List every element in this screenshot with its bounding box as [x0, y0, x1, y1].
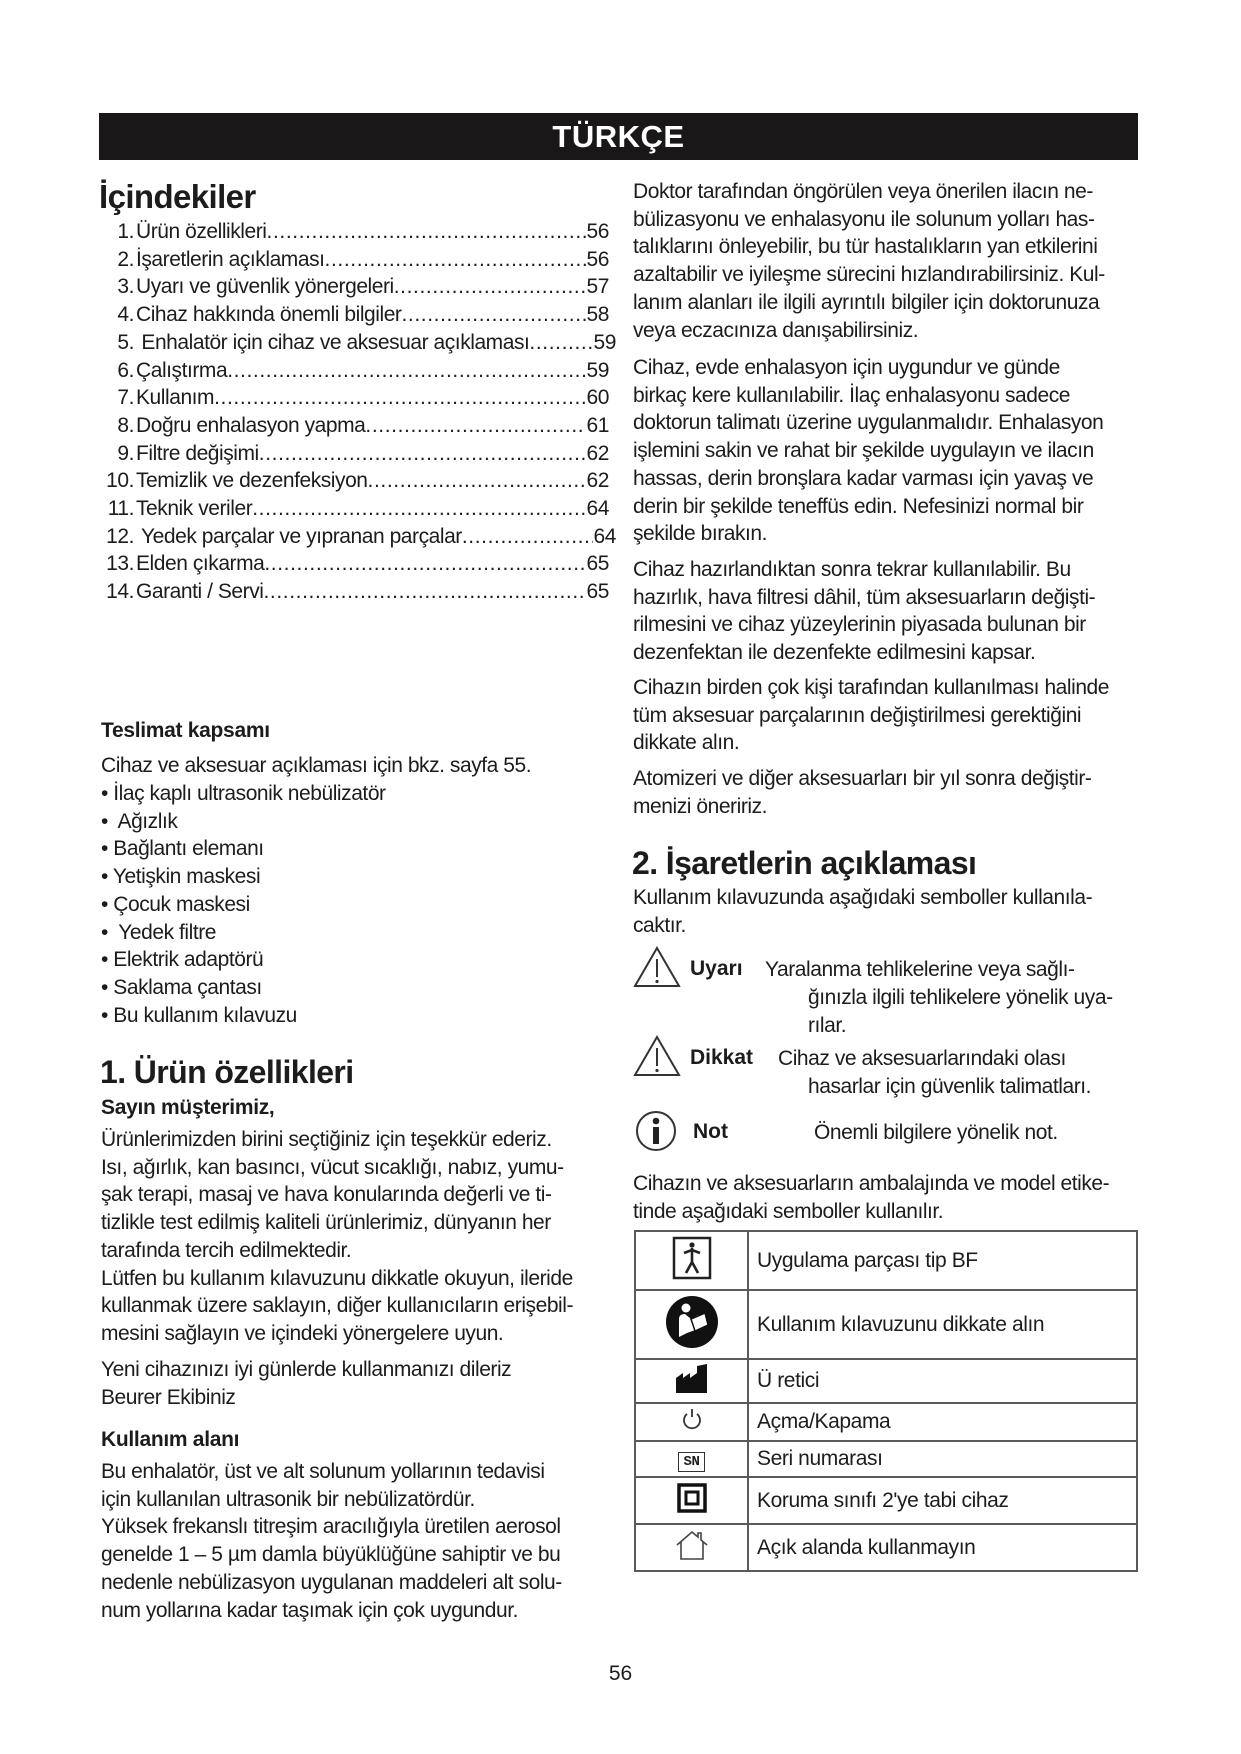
- warning-triangle-icon: [633, 945, 681, 989]
- symbol-label: Açma/Kapama: [748, 1403, 1137, 1441]
- page-number: 56: [608, 1662, 633, 1685]
- toc-item-number: 12.: [106, 524, 134, 548]
- table-row: [635, 1477, 1137, 1524]
- indoor-use-only-icon: [674, 1529, 710, 1561]
- toc-dot-leader: [227, 357, 585, 385]
- list-item: • Bağlantı elemanı: [101, 837, 264, 861]
- signal-label: Uyarı: [690, 957, 743, 980]
- symbol-label: Ü retici: [748, 1359, 1137, 1403]
- toc-item-page: 64: [586, 497, 609, 521]
- toc-item-number: 11.: [107, 497, 134, 521]
- table-row: [635, 1524, 1137, 1571]
- toc-item-label: Garanti / Servi: [136, 580, 264, 604]
- list-item: • Ağızlık: [101, 809, 178, 833]
- toc-item-number: 7.: [117, 386, 134, 410]
- toc-item-page: 59: [586, 358, 609, 382]
- toc-dot-leader: [462, 523, 593, 551]
- toc-item[interactable]: [101, 523, 616, 551]
- toc-item-label: Ürün özellikleri: [136, 220, 267, 243]
- list-item: • Yetişkin maskesi: [101, 865, 261, 889]
- toc-dot-leader: [325, 246, 586, 274]
- signal-text: Yaralanma tehlikelerine veya sağlı-: [765, 958, 1075, 981]
- toc-dot-leader: [365, 412, 585, 440]
- toc-item-label: Temizlik ve dezenfeksiyon: [136, 469, 368, 493]
- signal-text-cont: ğınızla ilgili tehlikelere yönelik uya- rılar.: [808, 986, 1113, 1037]
- toc-item-label: Yedek parçalar ve yıpranan parçalar: [136, 524, 462, 548]
- toc-item[interactable]: [101, 412, 609, 440]
- toc-item-number: 3.: [117, 275, 134, 299]
- toc-item-label: Filtre değişimi: [136, 441, 259, 465]
- signal-text: Önemli bilgilere yönelik not.: [814, 1121, 1058, 1144]
- toc-title: İçindekiler: [99, 178, 256, 215]
- toc-item-label: Uyarı ve güvenlik yönergeleri: [136, 275, 394, 299]
- toc-item-label: Elden çıkarma: [136, 552, 265, 576]
- table-row: [635, 1290, 1137, 1359]
- language-header: TÜRKÇE: [99, 113, 1138, 160]
- right-paragraph-1: Doktor tarafından öngörülen veya önerilen ilacın ne- bülizasyonu ve enhalasyonu ile solunum yolları has- talıklarını önleyebilir, bu tür hastalıkların yan etkilerini azaltabilir ve iyileşme sürecini hızlandırabilirsiniz. Kul- lanım alanları ile ilgili ayrıntılı bilgiler için doktorunuza veya eczacınıza danışabilirsiniz.: [633, 180, 1105, 342]
- toc-item[interactable]: [101, 440, 609, 468]
- table-row: [635, 1441, 1137, 1477]
- section2-intro: Kullanım kılavuzunda aşağıdaki semboller kullanıla- caktır.: [633, 886, 1093, 937]
- toc-item[interactable]: [101, 467, 609, 495]
- signal-label: Not: [693, 1120, 728, 1143]
- right-paragraph-4: Cihazın birden çok kişi tarafından kullanılması halinde tüm aksesuar parçalarının değiştirilmesi gerektiğini dikkate alın.: [633, 676, 1110, 755]
- type-bf-applied-part-icon: [672, 1236, 712, 1280]
- list-item: • Çocuk maskesi: [101, 892, 250, 916]
- table-row: [635, 1231, 1137, 1290]
- toc-item-page: 61: [586, 413, 609, 437]
- symbols-table: [634, 1230, 1138, 1572]
- list-item: • Yedek filtre: [101, 920, 217, 944]
- toc-item-number: 9.: [117, 441, 134, 465]
- toc-item-number: 5.: [117, 330, 134, 354]
- toc-dot-leader: [368, 467, 586, 495]
- protection-class-2-icon: [677, 1483, 707, 1513]
- toc-item-number: 1.: [117, 220, 134, 243]
- toc-item-page: 60: [586, 386, 609, 410]
- toc-item[interactable]: [101, 578, 609, 606]
- signal-label: Dikkat: [690, 1046, 754, 1069]
- toc-dot-leader: [264, 550, 585, 578]
- intro-paragraph: Ürünlerimizden birini seçtiğiniz için teşekkür ederiz. Isı, ağırlık, kan basıncı, vücut sıcaklığı, nabız, yumu- şak terapi, masaj ve hava konularında değerli ve ti- tizlikle test edilmiş kaliteli ürünlerimiz, dünyanın her tarafında tercih edilmektedir. Lütfen bu kullanım kılavuzunu dikkatle okuyun, ileride kullanmak üzere saklayın, diğer kullanıcıların erişebil- mesini sağlayın ve içindeki yönergelere uyun.: [101, 1128, 574, 1345]
- toc-item-label: Enhalatör için cihaz ve aksesuar açıklaması: [136, 330, 530, 354]
- list-item: • Saklama çantası: [101, 975, 262, 999]
- manufacturer-icon: [675, 1362, 709, 1394]
- symbol-label: Açık alanda kullanmayın: [748, 1524, 1137, 1571]
- info-icon: [635, 1110, 677, 1152]
- toc-item-label: İşaretlerin açıklaması: [136, 247, 325, 271]
- symbol-label: Seri numarası: [748, 1441, 1137, 1477]
- toc-item-page: 59: [593, 330, 616, 354]
- toc-item[interactable]: [101, 384, 609, 412]
- section2-title: 2. İşaretlerin açıklaması: [632, 845, 977, 881]
- toc-item[interactable]: [101, 495, 609, 523]
- toc-dot-leader: [394, 273, 586, 301]
- toc-item[interactable]: [101, 246, 609, 274]
- read-manual-icon: [665, 1295, 719, 1349]
- toc-item-label: Doğru enhalasyon yapma: [136, 413, 366, 437]
- toc-item-number: 8.: [117, 413, 134, 437]
- packaging-intro: Cihazın ve aksesuarların ambalajında ve model etike- tinde aşağıdaki semboller kullanılır.: [633, 1172, 1110, 1223]
- toc-item[interactable]: [101, 550, 609, 578]
- table-row: [635, 1403, 1137, 1441]
- toc-dot-leader: [252, 495, 585, 523]
- toc-item-page: 65: [586, 580, 609, 604]
- delivery-list: [101, 780, 386, 1029]
- toc-dot-leader: [259, 440, 586, 468]
- usage-title: Kullanım alanı: [101, 1428, 240, 1451]
- toc-item-label: Çalıştırma: [136, 358, 228, 382]
- toc-item[interactable]: [101, 357, 609, 385]
- toc-item-page: 58: [586, 303, 609, 327]
- symbol-label: Kullanım kılavuzunu dikkate alın: [748, 1290, 1137, 1359]
- list-item: • Elektrik adaptörü: [101, 948, 264, 972]
- usage-paragraph: Bu enhalatör, üst ve alt solunum yollarının tedavisi için kullanılan ultrasonik bir nebülizatördür. Yüksek frekanslı titreşim aracılığıyla üretilen aerosol genelde 1 – 5 µm damla büyüklüğüne sahiptir ve bu nedenle nebülizasyon uygulanan maddeleri alt solu- num yollarına kadar taşımak için çok uygundur.: [101, 1460, 562, 1622]
- toc-item-page: 64: [593, 524, 616, 548]
- toc-item[interactable]: [101, 273, 609, 301]
- toc-item-label: Cihaz hakkında önemli bilgiler: [136, 303, 402, 327]
- toc-item[interactable]: [101, 301, 609, 329]
- right-paragraph-3: Cihaz hazırlandıktan sonra tekrar kullanılabilir. Bu hazırlık, hava filtresi dâhil, tüm aksesuarların değişti- rilmesini ve cihaz yüzeylerinin piyasada bulunan bir dezenfektan ile dezenfekte edilmesini kapsar.: [633, 558, 1096, 665]
- table-row: [635, 1359, 1137, 1403]
- list-item: • İlaç kaplı ultrasonik nebülizatör: [101, 782, 386, 805]
- toc-item-page: 65: [586, 552, 609, 576]
- symbol-label: Uygulama parçası tip BF: [748, 1231, 1137, 1290]
- delivery-intro: Cihaz ve aksesuar açıklaması için bkz. sayfa 55.: [101, 754, 532, 777]
- salutation: Sayın müşterimiz,: [101, 1096, 275, 1119]
- power-icon: [681, 1407, 703, 1431]
- symbol-label: Koruma sınıfı 2'ye tabi cihaz: [748, 1477, 1137, 1524]
- toc-item-page: 56: [586, 247, 609, 271]
- toc-item-number: 13.: [106, 552, 134, 576]
- toc-item-page: 56: [586, 220, 609, 243]
- toc-item-page: 62: [586, 469, 609, 493]
- toc-item[interactable]: [101, 218, 609, 246]
- serial-number-icon: SN: [678, 1452, 704, 1472]
- section1-title: 1. Ürün özellikleri: [100, 1054, 354, 1090]
- right-paragraph-5: Atomizeri ve diğer aksesuarları bir yıl sonra değiştir- menizi öneririz.: [633, 767, 1092, 818]
- signal-text: Cihaz ve aksesuarlarındaki olası: [778, 1047, 1066, 1070]
- toc-item-page: 57: [586, 275, 609, 299]
- list-item: • Bu kullanım kılavuzu: [101, 1003, 297, 1027]
- toc-item-number: 14.: [106, 580, 134, 604]
- toc-item-label: Teknik veriler: [136, 497, 253, 521]
- toc-item-number: 2.: [117, 247, 134, 271]
- toc-dot-leader: [401, 301, 585, 329]
- right-paragraph-2: Cihaz, evde enhalasyon için uygundur ve günde birkaç kere kullanılabilir. İlaç enhalasyonu sadece doktorun talimatı üzerine uygulanmalıdır. Enhalasyon işlemini sakin ve rahat bir şekilde uygulayın ve ilacın hassas, derin bronşlara kadar varması için yavaş ve derin bir şekilde teneffüs edin. Nefesinizi normal bir şekilde bırakın.: [633, 356, 1104, 546]
- signal-text-cont: hasarlar için güvenlik talimatları.: [808, 1075, 1092, 1098]
- toc-dot-leader: [214, 384, 585, 412]
- warning-triangle-icon: [633, 1034, 681, 1078]
- toc-item-number: 6.: [117, 358, 134, 382]
- toc-dot-leader: [263, 578, 585, 606]
- toc-item[interactable]: [101, 329, 616, 357]
- toc-item-page: 62: [586, 441, 609, 465]
- closing-paragraph: Yeni cihazınızı iyi günlerde kullanmanızı dileriz Beurer Ekibiniz: [101, 1358, 512, 1409]
- toc-item-label: Kullanım: [136, 386, 215, 410]
- toc-item-number: 4.: [117, 303, 134, 327]
- delivery-title: Teslimat kapsamı: [101, 719, 270, 742]
- table-of-contents: [101, 218, 616, 606]
- toc-dot-leader: [529, 329, 592, 357]
- toc-dot-leader: [267, 218, 586, 246]
- toc-item-number: 10.: [106, 469, 134, 493]
